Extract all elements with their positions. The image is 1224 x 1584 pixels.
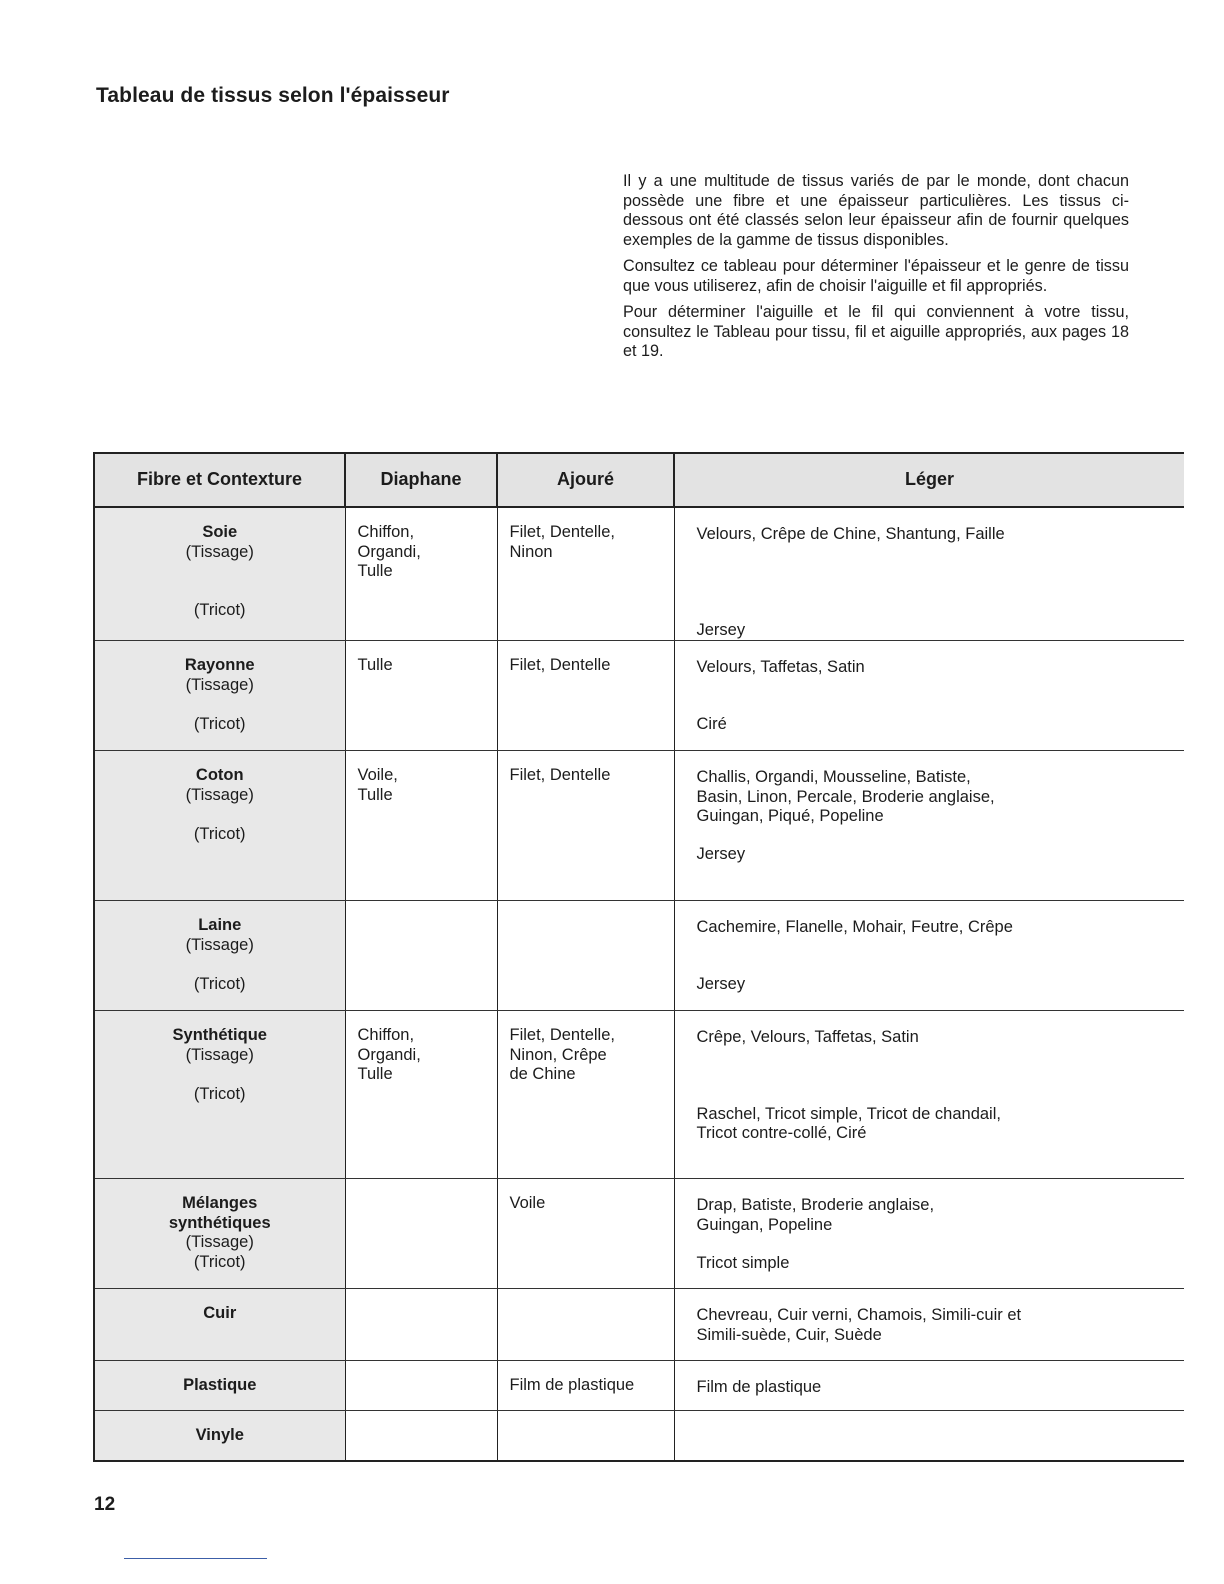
header-diaphane: Diaphane xyxy=(345,453,497,507)
fibre-tissage: (Tissage) xyxy=(185,935,254,954)
fibre-cell xyxy=(94,1179,345,1289)
ajoure-text xyxy=(498,641,674,676)
diaphane-line: Chiffon, xyxy=(357,523,415,541)
fibre-tissage: (Tissage) xyxy=(185,1045,254,1064)
leger-cell xyxy=(674,1411,1184,1461)
fibre-tricot: (Tricot) xyxy=(193,1085,246,1103)
diaphane-line: Chiffon, xyxy=(357,1026,415,1044)
fibre-tricot: (Tricot) xyxy=(193,825,246,843)
ajoure-cell xyxy=(497,751,674,901)
leger-tricot-block xyxy=(697,1105,1175,1144)
ajoure-cell xyxy=(497,901,674,1011)
ajoure-line: Filet, Dentelle xyxy=(509,766,611,784)
fibre-tricot: (Tricot) xyxy=(193,601,246,619)
leger-tissage-line: Film de plastique xyxy=(696,1378,822,1396)
leger-cell xyxy=(674,751,1184,901)
header-ajoure: Ajouré xyxy=(497,453,674,507)
diaphane-cell xyxy=(345,1011,497,1179)
leger-tissage-line: Velours, Crêpe de Chine, Shantung, Faille xyxy=(696,525,1005,543)
leger-cell xyxy=(674,507,1184,641)
fibre-tissage: (Tissage) xyxy=(185,675,254,694)
leger-tricot-line: Tricot contre-collé, Ciré xyxy=(696,1124,867,1142)
table-row xyxy=(94,1289,1184,1361)
diaphane-line: Organdi, xyxy=(357,542,421,561)
table-row xyxy=(94,1411,1184,1461)
diaphane-text xyxy=(346,751,497,805)
fibre-tricot: (Tricot) xyxy=(193,1252,246,1271)
ajoure-cell xyxy=(497,1011,674,1179)
leger-tricot-block xyxy=(697,715,1175,735)
ajoure-text xyxy=(498,1361,674,1396)
leger-text xyxy=(675,1011,1185,1144)
fibre-tissage: (Tissage) xyxy=(185,1233,254,1251)
leger-text xyxy=(675,641,1185,735)
leger-text xyxy=(675,901,1185,995)
leger-tissage-line: Cachemire, Flanelle, Mohair, Feutre, Crêpe xyxy=(696,918,1013,936)
diaphane-line: Tulle xyxy=(357,1065,393,1083)
leger-tricot-line: Ciré xyxy=(696,715,727,733)
ajoure-cell xyxy=(497,1179,674,1289)
ajoure-text xyxy=(498,751,674,786)
leger-tricot-line: Raschel, Tricot simple, Tricot de chandail, xyxy=(696,1104,1001,1123)
leger-cell xyxy=(674,1011,1184,1179)
fibre-cell xyxy=(94,751,345,901)
leger-cell xyxy=(674,901,1184,1011)
fibre-name: Soie xyxy=(202,523,238,541)
leger-tissage-line: Crêpe, Velours, Taffetas, Satin xyxy=(696,1028,919,1046)
diaphane-cell xyxy=(345,1289,497,1361)
intro-paragraph-2: Consultez ce tableau pour déterminer l'épaisseur et le genre de tissu que vous utiliserez, afin de choisir l'aiguille et fil appropriés. xyxy=(623,257,1129,295)
ajoure-line: Ninon, Crêpe xyxy=(509,1045,607,1064)
intro-paragraph-1: Il y a une multitude de tissus variés de par le monde, dont chacun possède une fibre et une épaisseur particulières. Les tissus ci-dessous ont été classés selon leur épaisseur afin de fournir quelques exemples de la gamme de tissus disponibles. xyxy=(623,172,1129,249)
fibre-cell xyxy=(94,1411,345,1461)
ajoure-text xyxy=(498,1011,674,1085)
leger-tissage-line: Velours, Taffetas, Satin xyxy=(696,658,865,676)
leger-tissage-line: Simili-suède, Cuir, Suède xyxy=(696,1325,882,1344)
header-fibre: Fibre et Contexture xyxy=(94,453,345,507)
page-title: Tableau de tissus selon l'épaisseur xyxy=(96,84,450,107)
diaphane-cell xyxy=(345,507,497,641)
leger-tissage-line: Drap, Batiste, Broderie anglaise, xyxy=(696,1196,935,1214)
leger-cell xyxy=(674,1289,1184,1361)
diaphane-line: Tulle xyxy=(357,785,393,804)
ajoure-line: Film de plastique xyxy=(509,1376,635,1394)
fibre-cell xyxy=(94,1361,345,1411)
leger-cell xyxy=(674,641,1184,751)
ajoure-line: Filet, Dentelle xyxy=(509,656,611,674)
ajoure-line: de Chine xyxy=(509,1065,576,1083)
table-row xyxy=(94,1361,1184,1411)
ajoure-line: Filet, Dentelle, xyxy=(509,1026,615,1044)
fibre-name: Mélanges synthétiques xyxy=(168,1194,271,1232)
diaphane-text xyxy=(346,901,497,916)
leger-text xyxy=(675,1289,1185,1345)
table-row xyxy=(94,1011,1184,1179)
leger-tricot-block xyxy=(697,1254,1175,1274)
fibre-name: Rayonne xyxy=(184,656,255,674)
diaphane-text xyxy=(346,1289,497,1304)
diaphane-text xyxy=(346,1179,497,1194)
leger-text xyxy=(675,508,1185,640)
leger-tissage-line: Challis, Organdi, Mousseline, Batiste, xyxy=(696,768,971,786)
fibre-name: Plastique xyxy=(183,1376,257,1394)
leger-tissage-line: Chevreau, Cuir verni, Chamois, Simili-cuir et xyxy=(696,1306,1022,1324)
intro-text xyxy=(623,172,1129,369)
leger-tricot-line: Jersey xyxy=(696,620,746,639)
fibre-tricot: (Tricot) xyxy=(193,715,246,733)
ajoure-text xyxy=(498,901,674,916)
table-row xyxy=(94,901,1184,1011)
leger-tricot-block xyxy=(697,975,1175,995)
fibre-name: Laine xyxy=(198,916,242,934)
leger-tricot-line: Jersey xyxy=(696,844,746,863)
leger-tricot-line: Tricot simple xyxy=(696,1254,790,1272)
leger-tissage-line: Guingan, Piqué, Popeline xyxy=(696,807,884,825)
diaphane-text xyxy=(346,1011,497,1085)
leger-tissage-line: Basin, Linon, Percale, Broderie anglaise, xyxy=(696,787,995,806)
diaphane-line: Tulle xyxy=(357,656,393,674)
fibre-cell xyxy=(94,641,345,751)
fibre-cell xyxy=(94,507,345,641)
fibre-tricot: (Tricot) xyxy=(193,975,246,993)
diaphane-text xyxy=(346,508,497,582)
ajoure-cell xyxy=(497,507,674,641)
ajoure-cell xyxy=(497,1289,674,1361)
diaphane-line: Tulle xyxy=(357,562,393,580)
diaphane-line: Voile, xyxy=(357,766,398,784)
table-header-row xyxy=(94,453,1184,507)
diaphane-text xyxy=(346,641,497,676)
table-row xyxy=(94,641,1184,751)
table-row xyxy=(94,507,1184,641)
fabric-thickness-table xyxy=(93,452,1184,1462)
diaphane-cell xyxy=(345,901,497,1011)
fibre-tissage: (Tissage) xyxy=(185,542,254,561)
leger-tricot-line: Jersey xyxy=(696,975,746,993)
intro-paragraph-3: Pour déterminer l'aiguille et le fil qui conviennent à votre tissu, consultez le Tableau pour tissu, fil et aiguille appropriés, aux pages 18 et 19. xyxy=(623,303,1129,360)
leger-tissage-line: Guingan, Popeline xyxy=(696,1215,833,1234)
diaphane-text xyxy=(346,1361,497,1376)
fibre-cell xyxy=(94,901,345,1011)
leger-tricot-block xyxy=(697,845,1175,865)
ajoure-text xyxy=(498,1411,674,1426)
bottom-rule xyxy=(124,1558,267,1559)
fibre-cell xyxy=(94,1289,345,1361)
table-body xyxy=(94,507,1184,1461)
diaphane-cell xyxy=(345,1361,497,1411)
fibre-name: Coton xyxy=(195,766,244,784)
ajoure-cell xyxy=(497,1411,674,1461)
ajoure-text xyxy=(498,1289,674,1304)
ajoure-line: Filet, Dentelle, xyxy=(509,523,615,541)
diaphane-cell xyxy=(345,1179,497,1289)
header-leger: Léger xyxy=(674,453,1184,507)
fibre-name: Vinyle xyxy=(195,1426,244,1444)
ajoure-text xyxy=(498,1179,674,1214)
ajoure-cell xyxy=(497,641,674,751)
fibre-name: Cuir xyxy=(203,1304,237,1322)
ajoure-text xyxy=(498,508,674,562)
diaphane-line: Organdi, xyxy=(357,1045,421,1064)
fibre-name: Synthétique xyxy=(172,1026,267,1044)
leger-cell xyxy=(674,1179,1184,1289)
fibre-cell xyxy=(94,1011,345,1179)
page-number: 12 xyxy=(94,1494,116,1515)
leger-cell xyxy=(674,1361,1184,1411)
diaphane-cell xyxy=(345,1411,497,1461)
ajoure-line: Ninon xyxy=(509,542,553,561)
diaphane-cell xyxy=(345,641,497,751)
ajoure-line: Voile xyxy=(509,1194,546,1212)
leger-text xyxy=(675,751,1185,864)
diaphane-text xyxy=(346,1411,497,1426)
table-row xyxy=(94,751,1184,901)
leger-text xyxy=(675,1179,1185,1274)
leger-text xyxy=(675,1411,1185,1428)
diaphane-cell xyxy=(345,751,497,901)
fibre-tissage: (Tissage) xyxy=(185,785,254,804)
ajoure-cell xyxy=(497,1361,674,1411)
table-row xyxy=(94,1179,1184,1289)
leger-text xyxy=(675,1361,1185,1398)
leger-tricot-block xyxy=(697,621,1175,641)
